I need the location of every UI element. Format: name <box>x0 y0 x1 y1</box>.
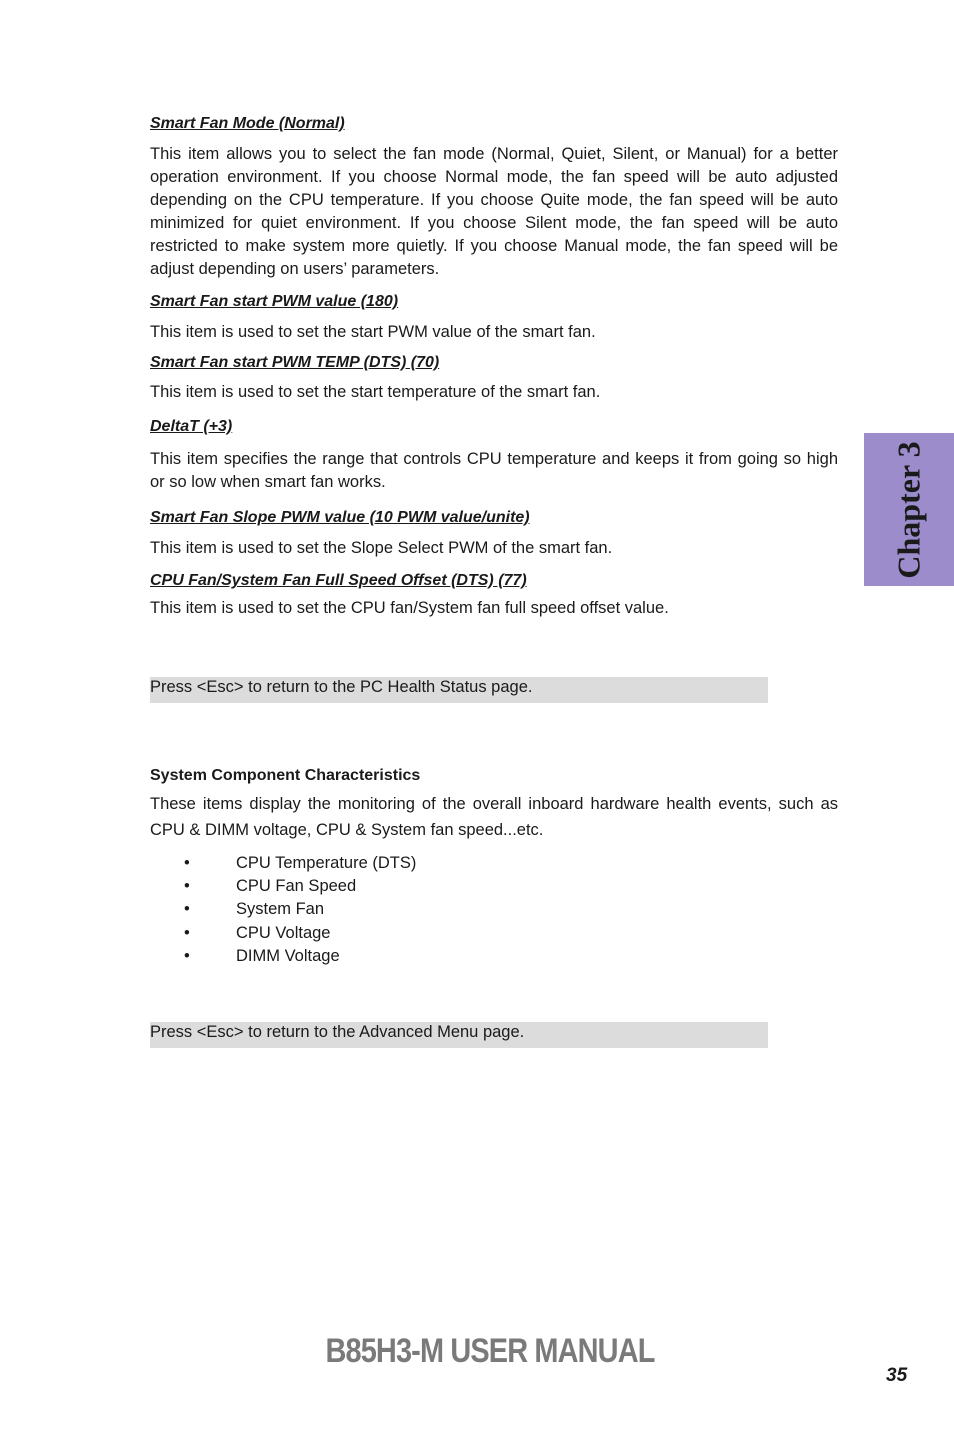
section-title: System Component Characteristics <box>150 767 421 784</box>
bullet-icon: • <box>184 854 190 872</box>
setting-description: This item allows you to select the fan mode (Normal, Quiet, Silent, or Manual) for a better operation environment. If you choose Normal mode, the fan speed will be auto adjusted depending on the CPU temperature. If you choose Quite mode, the fan speed will be auto minimized for quiet environment. If you choose Silent mode, the fan speed will be auto restricted to make system more quietly. If you choose Manual mode, the fan speed will be adjust depending on users’ parameters. <box>150 145 838 278</box>
bullet-icon: • <box>184 877 190 896</box>
bullet-icon: • <box>184 946 190 965</box>
bullet-icon: • <box>184 900 190 919</box>
manual-title: B85H3-M USER MANUAL <box>325 1332 655 1370</box>
setting-heading: Smart Fan start PWM TEMP (DTS) (70) <box>150 354 440 371</box>
chapter-tab <box>864 433 954 586</box>
setting-heading: DeltaT (+3) <box>150 418 233 435</box>
list-item-label: DIMM Voltage <box>236 946 340 965</box>
list-item-label: CPU Voltage <box>236 923 331 942</box>
setting-description: This item is used to set the start PWM value of the smart fan. <box>150 323 596 341</box>
setting-description: This item is used to set the start temperature of the smart fan. <box>150 383 601 401</box>
setting-description: This item specifies the range that controls CPU temperature and keeps it from going so high or so low when smart fan works. <box>150 450 838 491</box>
page-number: 35 <box>886 1365 908 1386</box>
esc-note-advanced: Press <Esc> to return to the Advanced Menu page. <box>150 1022 768 1048</box>
list-item-label: CPU Temperature (DTS) <box>236 854 417 872</box>
setting-description: This item is used to set the CPU fan/System fan full speed offset value. <box>150 599 669 617</box>
setting-heading: Smart Fan Mode (Normal) <box>150 115 345 132</box>
chapter-label: Chapter 3 <box>890 440 927 579</box>
section-description: These items display the monitoring of the overall inboard hardware health events, such as CPU & DIMM voltage, CPU & System fan speed...etc. <box>150 795 838 839</box>
setting-heading: Smart Fan start PWM value (180) <box>150 293 399 310</box>
bullet-icon: • <box>184 923 190 942</box>
setting-description: This item is used to set the Slope Select PWM of the smart fan. <box>150 539 613 557</box>
esc-note-health: Press <Esc> to return to the PC Health Status page. <box>150 677 768 703</box>
list-item-label: CPU Fan Speed <box>236 877 357 896</box>
list-item-label: System Fan <box>236 900 325 919</box>
setting-heading: Smart Fan Slope PWM value (10 PWM value/unite) <box>150 509 530 526</box>
setting-heading: CPU Fan/System Fan Full Speed Offset (DTS) (77) <box>150 572 527 589</box>
